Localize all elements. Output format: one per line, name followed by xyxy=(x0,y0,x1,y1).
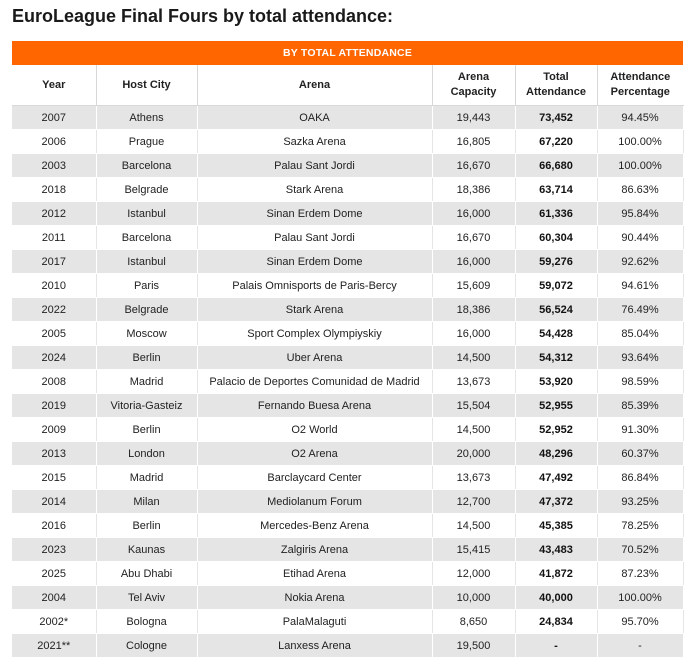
cell-arena-capacity: 14,500 xyxy=(432,418,515,442)
cell-arena: Barclaycard Center xyxy=(197,466,432,490)
table-row xyxy=(12,466,683,490)
cell-year: 2017 xyxy=(12,250,96,274)
cell-year: 2007 xyxy=(12,106,96,130)
cell-arena-capacity: 16,670 xyxy=(432,154,515,178)
cell-attendance-percentage: 95.70% xyxy=(597,610,683,634)
cell-arena: Uber Arena xyxy=(197,346,432,370)
cell-arena-capacity: 18,386 xyxy=(432,298,515,322)
table-row xyxy=(12,130,683,154)
table-banner: BY TOTAL ATTENDANCE xyxy=(12,41,683,65)
cell-total-attendance: 66,680 xyxy=(515,154,597,178)
cell-host-city: Kaunas xyxy=(96,538,197,562)
cell-arena: Sinan Erdem Dome xyxy=(197,202,432,226)
cell-total-attendance: - xyxy=(515,634,597,658)
table-row xyxy=(12,106,683,130)
cell-year: 2019 xyxy=(12,394,96,418)
table-row xyxy=(12,202,683,226)
cell-host-city: Istanbul xyxy=(96,202,197,226)
cell-arena: Lanxess Arena xyxy=(197,634,432,658)
cell-arena-capacity: 14,500 xyxy=(432,514,515,538)
cell-host-city: Madrid xyxy=(96,370,197,394)
cell-host-city: Abu Dhabi xyxy=(96,562,197,586)
cell-year: 2013 xyxy=(12,442,96,466)
cell-total-attendance: 43,483 xyxy=(515,538,597,562)
cell-arena-capacity: 16,000 xyxy=(432,250,515,274)
cell-attendance-percentage: 93.64% xyxy=(597,346,683,370)
cell-total-attendance: 61,336 xyxy=(515,202,597,226)
table-row xyxy=(12,538,683,562)
cell-arena-capacity: 18,386 xyxy=(432,178,515,202)
column-header-attendance-percentage: Attendance Percentage xyxy=(597,65,683,106)
cell-attendance-percentage: 98.59% xyxy=(597,370,683,394)
cell-total-attendance: 24,834 xyxy=(515,610,597,634)
cell-total-attendance: 56,524 xyxy=(515,298,597,322)
cell-arena-capacity: 15,415 xyxy=(432,538,515,562)
cell-host-city: London xyxy=(96,442,197,466)
cell-host-city: Berlin xyxy=(96,418,197,442)
cell-arena: O2 World xyxy=(197,418,432,442)
cell-year: 2002* xyxy=(12,610,96,634)
column-header-arena-capacity: Arena Capacity xyxy=(432,65,515,106)
cell-host-city: Vitoria-Gasteiz xyxy=(96,394,197,418)
cell-year: 2024 xyxy=(12,346,96,370)
cell-total-attendance: 40,000 xyxy=(515,586,597,610)
cell-attendance-percentage: 86.84% xyxy=(597,466,683,490)
cell-arena-capacity: 13,673 xyxy=(432,466,515,490)
cell-host-city: Belgrade xyxy=(96,178,197,202)
cell-arena-capacity: 15,609 xyxy=(432,274,515,298)
cell-arena: Nokia Arena xyxy=(197,586,432,610)
cell-year: 2009 xyxy=(12,418,96,442)
cell-total-attendance: 54,428 xyxy=(515,322,597,346)
table-row xyxy=(12,442,683,466)
cell-attendance-percentage: 100.00% xyxy=(597,130,683,154)
cell-attendance-percentage: 70.52% xyxy=(597,538,683,562)
cell-arena-capacity: 14,500 xyxy=(432,346,515,370)
cell-attendance-percentage: 100.00% xyxy=(597,586,683,610)
cell-arena-capacity: 19,500 xyxy=(432,634,515,658)
table-row xyxy=(12,178,683,202)
cell-arena: Stark Arena xyxy=(197,298,432,322)
cell-attendance-percentage: 100.00% xyxy=(597,154,683,178)
cell-arena-capacity: 12,000 xyxy=(432,562,515,586)
cell-host-city: Bologna xyxy=(96,610,197,634)
cell-attendance-percentage: 87.23% xyxy=(597,562,683,586)
cell-total-attendance: 47,492 xyxy=(515,466,597,490)
cell-host-city: Tel Aviv xyxy=(96,586,197,610)
cell-year: 2003 xyxy=(12,154,96,178)
cell-total-attendance: 52,952 xyxy=(515,418,597,442)
table-row xyxy=(12,226,683,250)
table-row xyxy=(12,154,683,178)
cell-attendance-percentage: 95.84% xyxy=(597,202,683,226)
column-header-host-city: Host City xyxy=(96,65,197,106)
cell-host-city: Athens xyxy=(96,106,197,130)
cell-attendance-percentage: 94.45% xyxy=(597,106,683,130)
cell-host-city: Paris xyxy=(96,274,197,298)
cell-total-attendance: 59,072 xyxy=(515,274,597,298)
cell-arena: Sport Complex Olympiyskiy xyxy=(197,322,432,346)
attendance-table-container xyxy=(12,41,683,658)
cell-arena: OAKA xyxy=(197,106,432,130)
column-header-total-attendance: Total Attendance xyxy=(515,65,597,106)
cell-total-attendance: 52,955 xyxy=(515,394,597,418)
table-row xyxy=(12,562,683,586)
cell-attendance-percentage: 90.44% xyxy=(597,226,683,250)
cell-year: 2008 xyxy=(12,370,96,394)
cell-host-city: Milan xyxy=(96,490,197,514)
table-row xyxy=(12,394,683,418)
cell-arena: Fernando Buesa Arena xyxy=(197,394,432,418)
cell-host-city: Prague xyxy=(96,130,197,154)
cell-arena-capacity: 10,000 xyxy=(432,586,515,610)
cell-attendance-percentage: 93.25% xyxy=(597,490,683,514)
cell-arena: Palau Sant Jordi xyxy=(197,154,432,178)
cell-host-city: Cologne xyxy=(96,634,197,658)
cell-year: 2011 xyxy=(12,226,96,250)
cell-arena-capacity: 16,670 xyxy=(432,226,515,250)
table-row xyxy=(12,490,683,514)
cell-year: 2022 xyxy=(12,298,96,322)
cell-attendance-percentage: 94.61% xyxy=(597,274,683,298)
cell-host-city: Barcelona xyxy=(96,154,197,178)
cell-arena: Palau Sant Jordi xyxy=(197,226,432,250)
cell-arena-capacity: 13,673 xyxy=(432,370,515,394)
cell-total-attendance: 41,872 xyxy=(515,562,597,586)
cell-arena-capacity: 15,504 xyxy=(432,394,515,418)
cell-year: 2021** xyxy=(12,634,96,658)
cell-total-attendance: 63,714 xyxy=(515,178,597,202)
cell-arena-capacity: 16,000 xyxy=(432,202,515,226)
cell-host-city: Madrid xyxy=(96,466,197,490)
table-header-row xyxy=(12,65,683,106)
cell-host-city: Barcelona xyxy=(96,226,197,250)
cell-attendance-percentage: 76.49% xyxy=(597,298,683,322)
table-row xyxy=(12,418,683,442)
cell-year: 2025 xyxy=(12,562,96,586)
table-row xyxy=(12,370,683,394)
cell-attendance-percentage: 86.63% xyxy=(597,178,683,202)
cell-attendance-percentage: 85.04% xyxy=(597,322,683,346)
cell-total-attendance: 47,372 xyxy=(515,490,597,514)
cell-host-city: Moscow xyxy=(96,322,197,346)
cell-attendance-percentage: 91.30% xyxy=(597,418,683,442)
cell-year: 2014 xyxy=(12,490,96,514)
cell-total-attendance: 67,220 xyxy=(515,130,597,154)
cell-arena: Sazka Arena xyxy=(197,130,432,154)
cell-arena: O2 Arena xyxy=(197,442,432,466)
cell-year: 2006 xyxy=(12,130,96,154)
cell-total-attendance: 53,920 xyxy=(515,370,597,394)
cell-arena-capacity: 16,805 xyxy=(432,130,515,154)
cell-arena: Palais Omnisports de Paris-Bercy xyxy=(197,274,432,298)
cell-arena: Mercedes-Benz Arena xyxy=(197,514,432,538)
cell-host-city: Berlin xyxy=(96,346,197,370)
cell-arena-capacity: 16,000 xyxy=(432,322,515,346)
cell-arena: Stark Arena xyxy=(197,178,432,202)
cell-host-city: Belgrade xyxy=(96,298,197,322)
cell-host-city: Berlin xyxy=(96,514,197,538)
cell-year: 2005 xyxy=(12,322,96,346)
cell-total-attendance: 45,385 xyxy=(515,514,597,538)
cell-year: 2010 xyxy=(12,274,96,298)
cell-arena: Zalgiris Arena xyxy=(197,538,432,562)
column-header-year: Year xyxy=(12,65,96,106)
cell-total-attendance: 60,304 xyxy=(515,226,597,250)
cell-year: 2023 xyxy=(12,538,96,562)
cell-attendance-percentage: 85.39% xyxy=(597,394,683,418)
attendance-table xyxy=(12,41,684,658)
cell-year: 2018 xyxy=(12,178,96,202)
cell-year: 2012 xyxy=(12,202,96,226)
cell-total-attendance: 73,452 xyxy=(515,106,597,130)
table-row xyxy=(12,514,683,538)
cell-attendance-percentage: 92.62% xyxy=(597,250,683,274)
table-row xyxy=(12,634,683,658)
cell-arena: Etihad Arena xyxy=(197,562,432,586)
table-row xyxy=(12,322,683,346)
cell-attendance-percentage: 60.37% xyxy=(597,442,683,466)
cell-attendance-percentage: - xyxy=(597,634,683,658)
cell-total-attendance: 48,296 xyxy=(515,442,597,466)
cell-total-attendance: 59,276 xyxy=(515,250,597,274)
cell-year: 2015 xyxy=(12,466,96,490)
cell-arena-capacity: 8,650 xyxy=(432,610,515,634)
table-row xyxy=(12,298,683,322)
cell-arena-capacity: 19,443 xyxy=(432,106,515,130)
page-title: EuroLeague Final Fours by total attendance: xyxy=(12,6,394,26)
cell-year: 2004 xyxy=(12,586,96,610)
cell-arena-capacity: 12,700 xyxy=(432,490,515,514)
cell-arena: Sinan Erdem Dome xyxy=(197,250,432,274)
column-header-arena: Arena xyxy=(197,65,432,106)
table-row xyxy=(12,346,683,370)
cell-arena: PalaMalaguti xyxy=(197,610,432,634)
table-row xyxy=(12,274,683,298)
cell-arena: Palacio de Deportes Comunidad de Madrid xyxy=(197,370,432,394)
table-row xyxy=(12,610,683,634)
cell-arena-capacity: 20,000 xyxy=(432,442,515,466)
cell-attendance-percentage: 78.25% xyxy=(597,514,683,538)
table-body xyxy=(12,106,683,658)
cell-arena: Mediolanum Forum xyxy=(197,490,432,514)
table-row xyxy=(12,586,683,610)
cell-year: 2016 xyxy=(12,514,96,538)
table-row xyxy=(12,250,683,274)
cell-host-city: Istanbul xyxy=(96,250,197,274)
cell-total-attendance: 54,312 xyxy=(515,346,597,370)
